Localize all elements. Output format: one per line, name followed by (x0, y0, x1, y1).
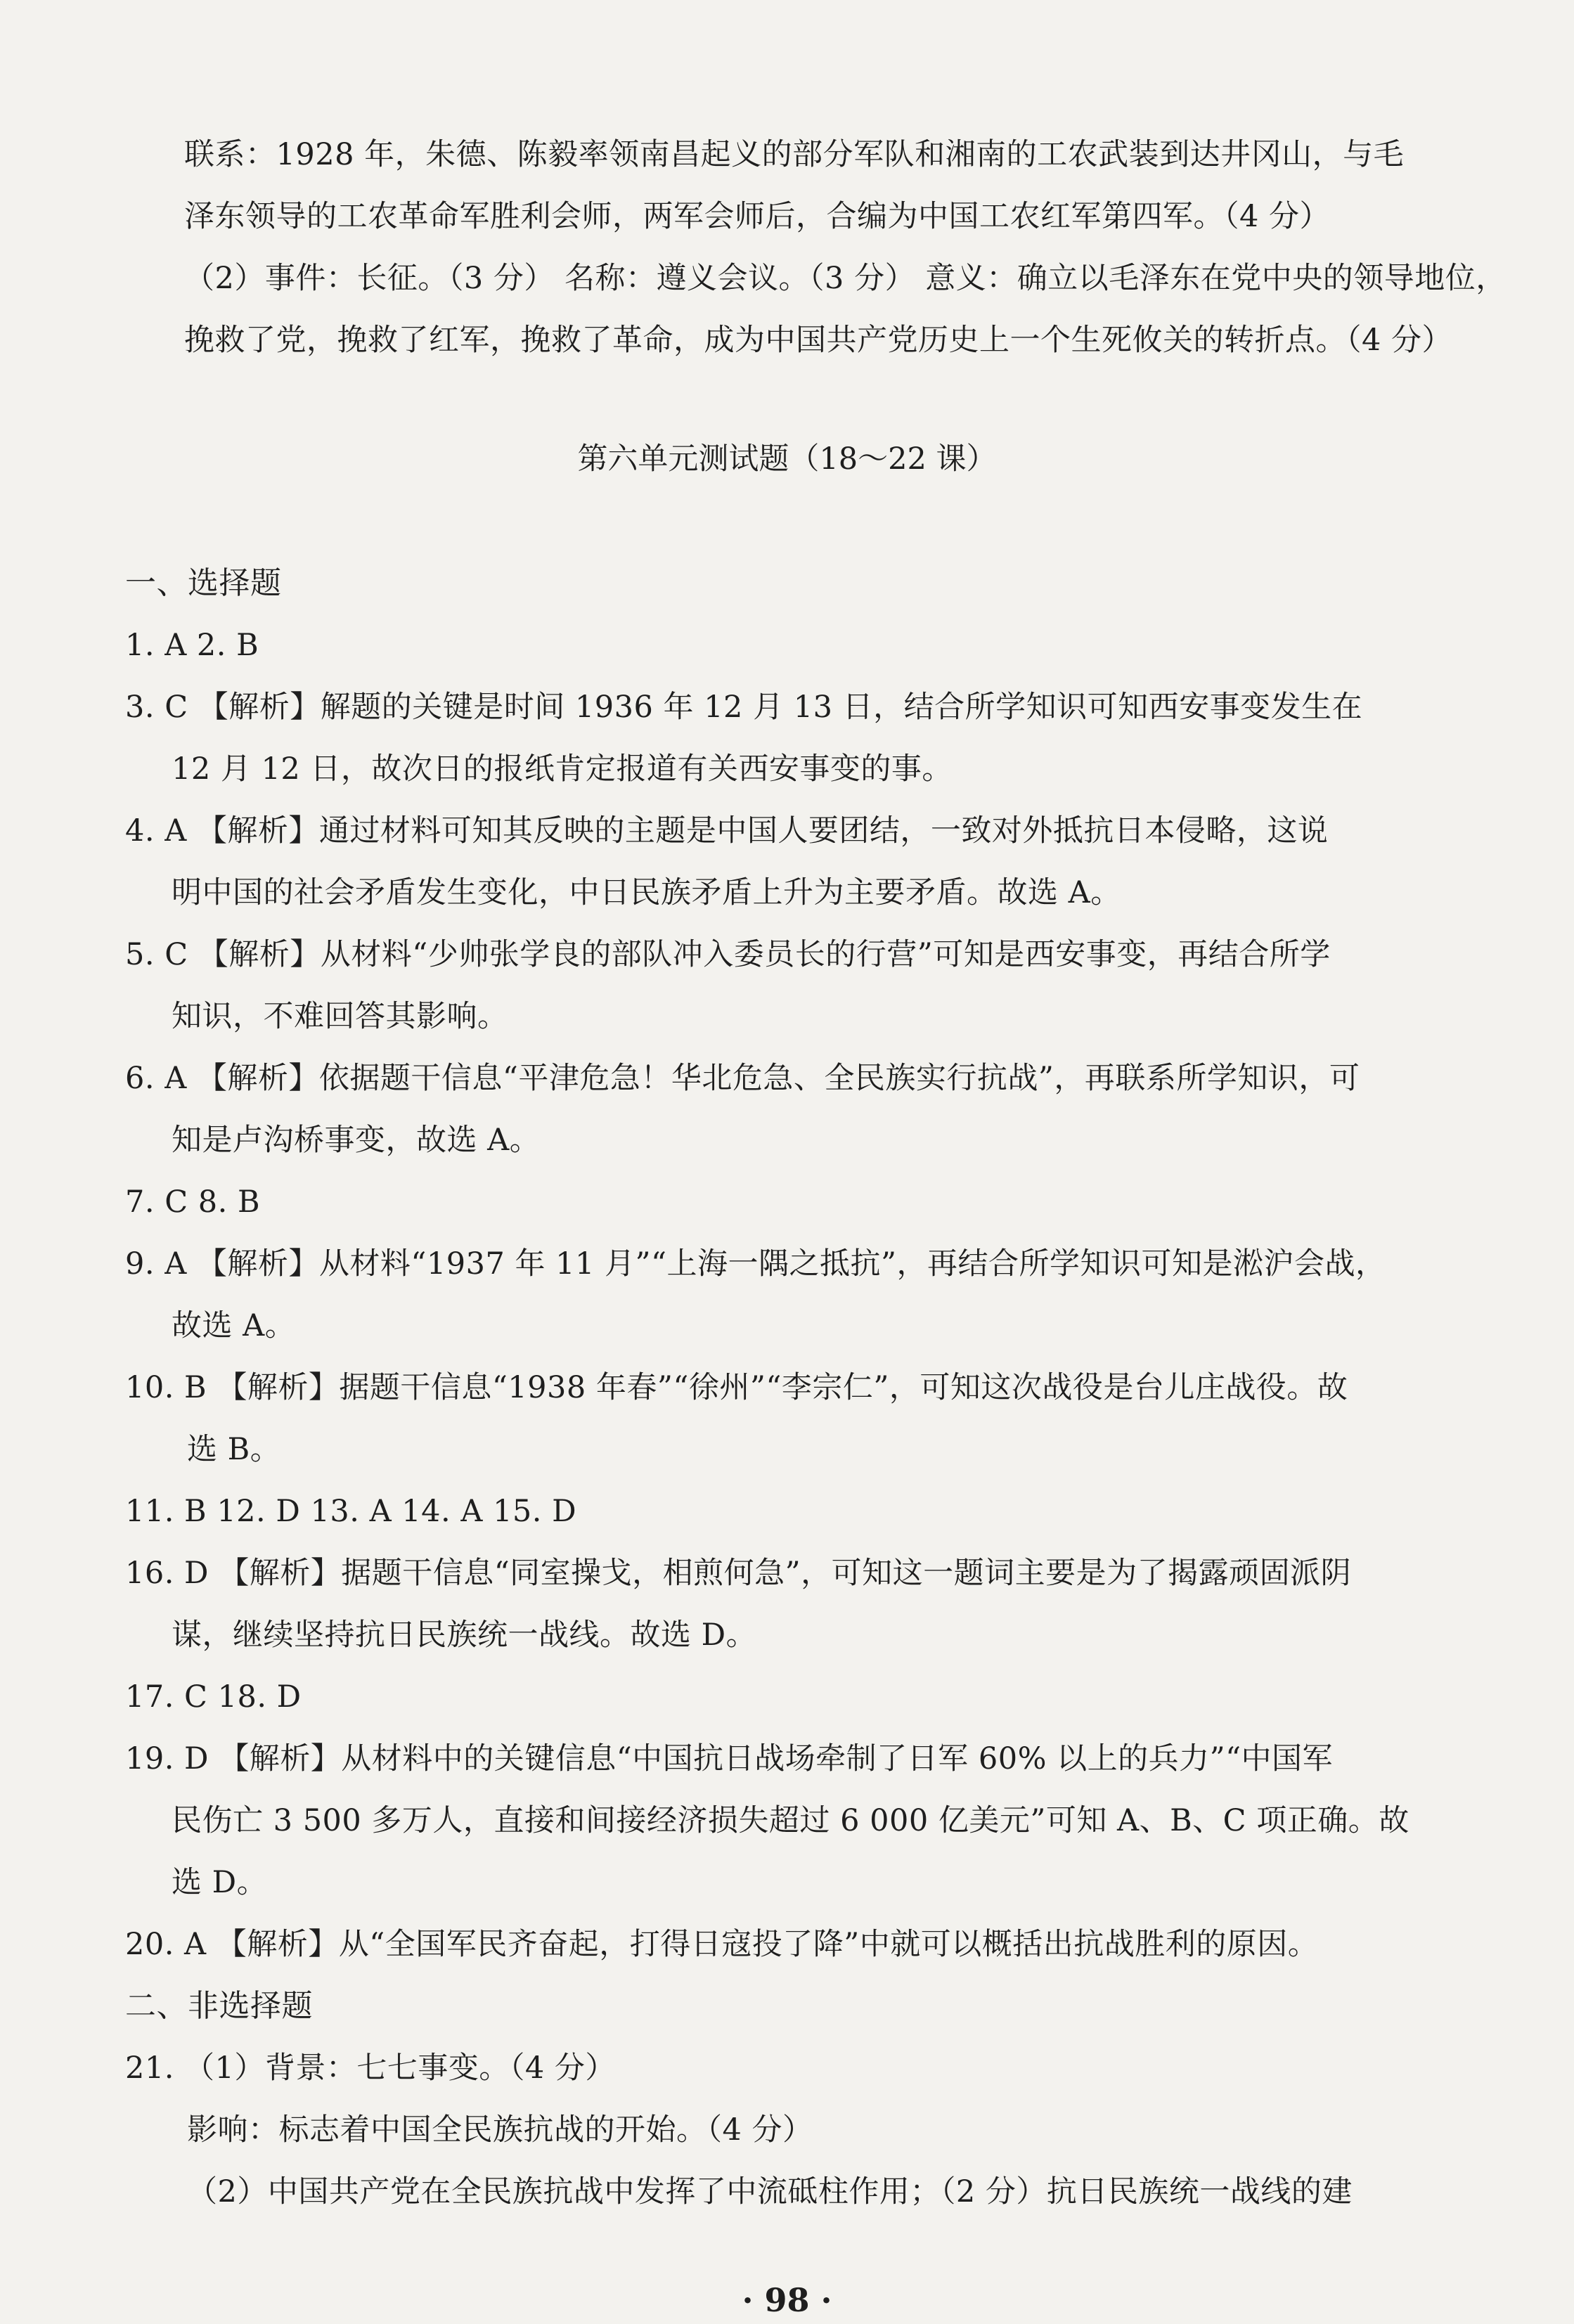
answer-line: 20. A 【解析】从“全国军民齐奋起，打得日寇投了降”中就可以概括出抗战胜利的原因。 (125, 1927, 1319, 1962)
q21-line-1: 21. （1）背景：七七事变。（4 分） (125, 2051, 616, 2086)
answer-line: 4. A 【解析】通过材料可知其反映的主题是中国人要团结，一致对外抵抗日本侵略，这说 (125, 813, 1329, 848)
answer-line: 17. C 18. D (125, 1679, 302, 1715)
answer-line: 3. C 【解析】解题的关键是时间 1936 年 12 月 13 日，结合所学知识可知西安事变发生在 (125, 690, 1363, 725)
answer-line: 1. A 2. B (125, 628, 259, 663)
q21-line-3: （2）中国共产党在全民族抗战中发挥了中流砥柱作用；（2 分）抗日民族统一战线的建 (187, 2174, 1353, 2209)
top-line-3: （2）事件：长征。（3 分） 名称：遵义会议。（3 分） 意义：确立以毛泽东在党中央的领导地位， (184, 261, 1507, 296)
answer-line: 7. C 8. B (125, 1184, 261, 1220)
page-number: · 98 · (742, 2281, 832, 2319)
answer-line: 16. D 【解析】据题干信息“同室操戈，相煎何急”，可知这一题词主要是为了揭露顽固派阴 (125, 1556, 1352, 1591)
answer-line: 19. D 【解析】从材料中的关键信息“中国抗日战场牵制了日军 60% 以上的兵力”“中国军 (125, 1741, 1334, 1776)
answer-line: 10. B 【解析】据题干信息“1938 年春”“徐州”“李宗仁”，可知这次战役是台儿庄战役。故 (125, 1370, 1348, 1405)
top-line-1: 联系：1928 年，朱德、陈毅率领南昌起义的部分军队和湘南的工农武装到达井冈山，与毛 (184, 137, 1405, 172)
answer-line: 11. B 12. D 13. A 14. A 15. D (125, 1494, 577, 1529)
unit-title: 第六单元测试题（18～22 课） (577, 441, 997, 477)
q21-line-2: 影响：标志着中国全民族抗战的开始。（4 分） (187, 2112, 813, 2148)
answer-line: 民伤亡 3 500 多万人，直接和间接经济损失超过 6 000 亿美元”可知 A、B、C 项正确。故 (172, 1803, 1409, 1838)
answer-line: 故选 A。 (172, 1308, 296, 1343)
answer-line: 9. A 【解析】从材料“1937 年 11 月”“上海一隅之抵抗”，再结合所学知识可知是淞沪会战， (125, 1246, 1386, 1282)
answer-line: 12 月 12 日，故次日的报纸肯定报道有关西安事变的事。 (172, 751, 953, 787)
answer-line: 选 B。 (187, 1432, 281, 1467)
answer-line: 选 D。 (172, 1865, 268, 1900)
answer-line: 明中国的社会矛盾发生变化，中日民族矛盾上升为主要矛盾。故选 A。 (172, 875, 1121, 910)
answer-line: 知识，不难回答其影响。 (172, 999, 508, 1034)
top-line-4: 挽救了党，挽救了红军，挽救了革命，成为中国共产党历史上一个生死攸关的转折点。（4 分） (184, 323, 1453, 358)
answer-line: 5. C 【解析】从材料“少帅张学良的部队冲入委员长的行营”可知是西安事变，再结合所学 (125, 937, 1331, 972)
section-heading-nonchoice: 二、非选择题 (125, 1988, 313, 2024)
top-line-2: 泽东领导的工农革命军胜利会师，两军会师后，合编为中国工农红军第四军。（4 分） (184, 199, 1331, 234)
answer-line: 谋，继续坚持抗日民族统一战线。故选 D。 (172, 1618, 757, 1653)
section-heading-choice: 一、选择题 (125, 565, 282, 601)
answer-line: 6. A 【解析】依据题干信息“平津危急！华北危急、全民族实行抗战”，再联系所学知识，可 (125, 1061, 1360, 1096)
answer-line: 知是卢沟桥事变，故选 A。 (172, 1123, 541, 1158)
